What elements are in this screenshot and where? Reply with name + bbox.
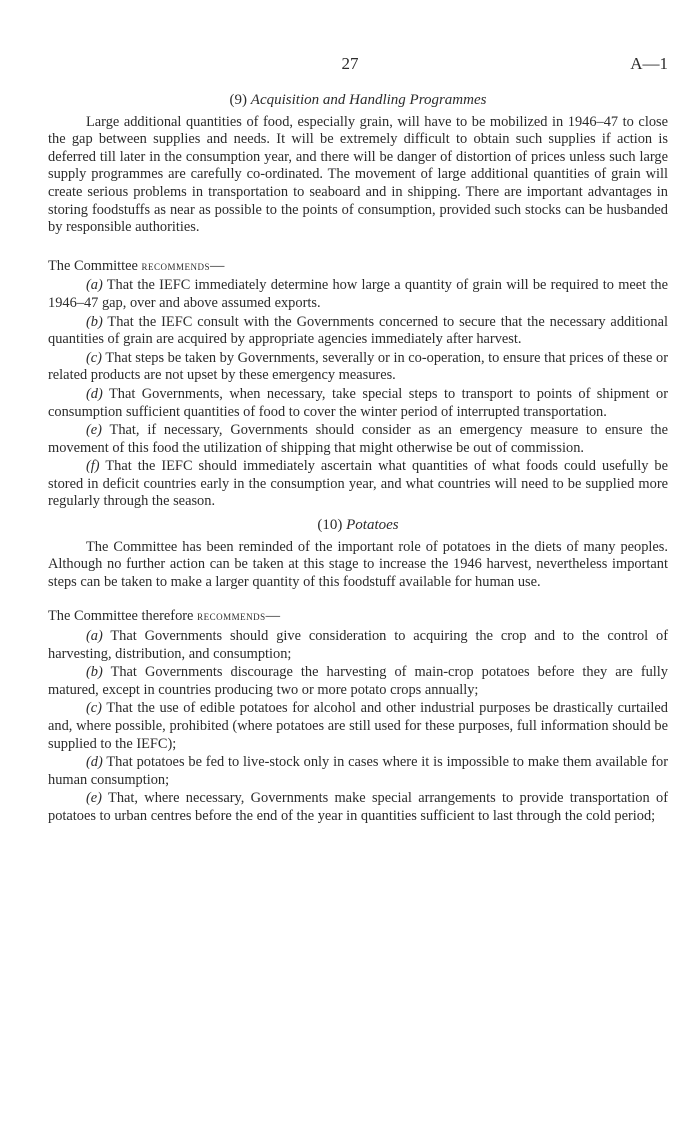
lead-in-prefix: The Committee therefore: [48, 608, 194, 625]
section-title: Potatoes: [346, 517, 399, 534]
item-letter: (b): [86, 664, 103, 681]
item-letter: (e): [86, 422, 102, 439]
page-body: [48, 92, 668, 827]
item-letter: (e): [86, 790, 102, 807]
item-text: That, if necessary, Governments should consider as an emergency measure to ensure the movement of this food the utilization of shipping that might otherwise be out of commission.: [48, 422, 668, 456]
recommendation-item: [48, 386, 668, 421]
item-letter: (a): [86, 628, 103, 645]
section-title: Acquisition and Handling Programmes: [250, 92, 487, 108]
item-letter: (c): [86, 700, 102, 717]
recommendation-item: [48, 458, 668, 511]
item-letter: (c): [86, 349, 102, 366]
recommendation-item: [48, 700, 668, 753]
item-text: That Governments should give consideration to acquiring the crop and to the control of harvesting, distribution, and consumption;: [48, 628, 668, 662]
page-number: 27: [341, 54, 359, 73]
recommendation-lead-in: [48, 257, 668, 276]
section-paragraph: The Committee has been reminded of the important role of potatoes in the diets of many peoples. Although no further action can be taken at this stage to increase the 1946 harvest, nevertheless important steps can be taken to make a larger quantity of this foodstuff available for human use.: [48, 538, 668, 590]
lead-in-keyword: recommends: [141, 257, 211, 273]
recommendation-item: [48, 628, 668, 663]
section-heading-acquisition: [48, 92, 668, 110]
recommendation-item: [48, 754, 668, 789]
item-letter: (a): [86, 277, 103, 294]
item-text: That the IEFC immediately determine how large a quantity of grain will be required to meet the 1946–47 gap, over and above assumed exports.: [48, 277, 668, 311]
item-letter: (f): [86, 458, 100, 475]
recommendation-item: [48, 422, 668, 457]
item-text: That, where necessary, Governments make special arrangements to provide transportation of potatoes to urban centres before the end of the year in quantities sufficient to last through the cold period;: [48, 790, 668, 824]
lead-in-prefix: The Committee: [48, 257, 138, 274]
item-text: That steps be taken by Governments, severally or in co-operation, to ensure that prices of these or related products are not upset by these emergency measures.: [48, 349, 668, 384]
section-heading-potatoes: [48, 517, 668, 535]
lead-in-suffix: —: [265, 608, 280, 625]
item-text: That Governments, when necessary, take special steps to transport to points of shipment or consumption sufficient quantities of food to cover the winter period of interrupted transportation.: [48, 385, 668, 420]
section-number: (10): [317, 517, 343, 534]
recommendation-item: [48, 277, 668, 312]
item-text: That the IEFC consult with the Governments concerned to secure that the necessary additional quantities of grain are acquired by appropriate agencies immediately after harvest.: [48, 313, 668, 348]
lead-in-keyword: recommends: [197, 608, 266, 624]
item-text: That potatoes be fed to live-stock only in cases where it is impossible to make them available for human consumption;: [48, 754, 669, 788]
item-letter: (b): [86, 313, 103, 330]
recommendation-lead-in: [48, 607, 668, 626]
recommendation-item: [48, 350, 668, 385]
lead-in-suffix: —: [210, 257, 225, 274]
item-text: That the use of edible potatoes for alcohol and other industrial purposes be drastically curtailed and, where possible, prohibited (where potatoes are still used for these purposes, full information should be supplied to the IEFC);: [48, 700, 668, 752]
item-text: That Governments discourage the harvesting of main-crop potatoes before they are fully matured, except in countries producing two or more potato crops annually;: [48, 664, 668, 698]
page-header: [0, 54, 700, 78]
recommendation-item: [48, 664, 668, 699]
recommendation-item: [48, 790, 668, 825]
section-number: (9): [229, 92, 248, 108]
item-letter: (d): [86, 385, 103, 402]
recommendation-item: [48, 314, 668, 349]
document-reference: A—1: [630, 54, 668, 73]
section-paragraph: Large additional quantities of food, especially grain, will have to be mobilized in 1946–47 to close the gap between supplies and needs. It will be extremely difficult to obtain such supplies if action is deferred till later in the consumption year, and there will be danger of distortion of prices unless such large supply programmes are carefully co-ordinated. The movement of large additional quantities of grain will create serious problems in transportation to seaboard and in shipping. There are important advantages in storing foodstuffs as near as possible to the points of consumption, provided such stocks can be husbanded by responsible authorities.: [48, 113, 668, 236]
item-text: That the IEFC should immediately ascertain what quantities of what foods could usefully be stored in deficit countries early in the consumption year, and what countries will need to be supplied more regularly through the season.: [48, 458, 668, 510]
item-letter: (d): [86, 754, 103, 771]
